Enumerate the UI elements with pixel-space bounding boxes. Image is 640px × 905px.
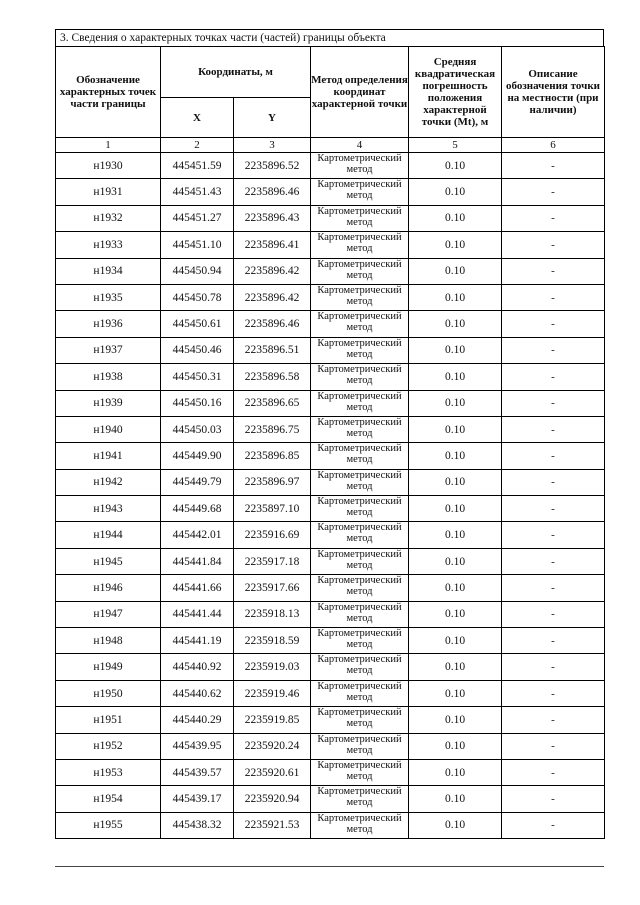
error-cell: 0.10: [409, 364, 502, 390]
method-cell: Картометрический метод: [311, 733, 409, 759]
x-coordinate-cell: 445450.31: [161, 364, 234, 390]
point-id-cell: н1955: [56, 812, 161, 838]
point-id-cell: н1951: [56, 707, 161, 733]
footer-divider: [55, 866, 604, 867]
y-coordinate-cell: 2235896.42: [234, 258, 311, 284]
error-cell: 0.10: [409, 311, 502, 337]
error-cell: 0.10: [409, 522, 502, 548]
column-number: 2: [161, 138, 234, 153]
x-coordinate-cell: 445440.29: [161, 707, 234, 733]
table-row: [56, 628, 605, 654]
method-cell: Картометрический метод: [311, 680, 409, 706]
y-coordinate-cell: 2235896.42: [234, 284, 311, 310]
point-id-cell: н1936: [56, 311, 161, 337]
header-coordinates: Координаты, м: [161, 47, 311, 98]
description-cell: -: [502, 232, 605, 258]
method-cell: Картометрический метод: [311, 311, 409, 337]
y-coordinate-cell: 2235896.41: [234, 232, 311, 258]
error-cell: 0.10: [409, 284, 502, 310]
point-id-cell: н1953: [56, 759, 161, 785]
description-cell: -: [502, 733, 605, 759]
point-id-cell: н1937: [56, 337, 161, 363]
header-designation: Обозначение характерных точек части границы: [56, 47, 161, 138]
table-row: [56, 179, 605, 205]
table-row: [56, 496, 605, 522]
table-body: [56, 153, 605, 839]
point-id-cell: н1945: [56, 548, 161, 574]
point-id-cell: н1948: [56, 628, 161, 654]
description-cell: -: [502, 205, 605, 231]
description-cell: -: [502, 258, 605, 284]
y-coordinate-cell: 2235917.66: [234, 575, 311, 601]
description-cell: -: [502, 390, 605, 416]
method-cell: Картометрический метод: [311, 786, 409, 812]
description-cell: -: [502, 443, 605, 469]
x-coordinate-cell: 445451.59: [161, 153, 234, 179]
x-coordinate-cell: 445451.10: [161, 232, 234, 258]
y-coordinate-cell: 2235896.85: [234, 443, 311, 469]
boundary-points-document: [55, 29, 604, 839]
point-id-cell: н1930: [56, 153, 161, 179]
description-cell: -: [502, 496, 605, 522]
x-coordinate-cell: 445441.19: [161, 628, 234, 654]
method-cell: Картометрический метод: [311, 575, 409, 601]
table-row: [56, 548, 605, 574]
point-id-cell: н1940: [56, 416, 161, 442]
description-cell: -: [502, 575, 605, 601]
x-coordinate-cell: 445449.68: [161, 496, 234, 522]
description-cell: -: [502, 548, 605, 574]
y-coordinate-cell: 2235896.43: [234, 205, 311, 231]
table-row: [56, 601, 605, 627]
method-cell: Картометрический метод: [311, 364, 409, 390]
description-cell: -: [502, 153, 605, 179]
table-row: [56, 733, 605, 759]
column-number-row: [56, 138, 605, 153]
column-number: 6: [502, 138, 605, 153]
table-row: [56, 680, 605, 706]
description-cell: -: [502, 469, 605, 495]
error-cell: 0.10: [409, 786, 502, 812]
point-id-cell: н1944: [56, 522, 161, 548]
error-cell: 0.10: [409, 575, 502, 601]
description-cell: -: [502, 759, 605, 785]
error-cell: 0.10: [409, 601, 502, 627]
point-id-cell: н1931: [56, 179, 161, 205]
x-coordinate-cell: 445449.79: [161, 469, 234, 495]
y-coordinate-cell: 2235919.03: [234, 654, 311, 680]
x-coordinate-cell: 445439.95: [161, 733, 234, 759]
table-row: [56, 575, 605, 601]
error-cell: 0.10: [409, 812, 502, 838]
error-cell: 0.10: [409, 628, 502, 654]
y-coordinate-cell: 2235919.46: [234, 680, 311, 706]
point-id-cell: н1935: [56, 284, 161, 310]
y-coordinate-cell: 2235896.75: [234, 416, 311, 442]
point-id-cell: н1950: [56, 680, 161, 706]
x-coordinate-cell: 445441.44: [161, 601, 234, 627]
y-coordinate-cell: 2235896.97: [234, 469, 311, 495]
y-coordinate-cell: 2235897.10: [234, 496, 311, 522]
description-cell: -: [502, 416, 605, 442]
y-coordinate-cell: 2235896.46: [234, 179, 311, 205]
point-id-cell: н1938: [56, 364, 161, 390]
method-cell: Картометрический метод: [311, 469, 409, 495]
table-row: [56, 284, 605, 310]
error-cell: 0.10: [409, 469, 502, 495]
description-cell: -: [502, 522, 605, 548]
x-coordinate-cell: 445450.61: [161, 311, 234, 337]
description-cell: -: [502, 601, 605, 627]
section-caption: 3. Сведения о характерных точках части (частей) границы объекта: [55, 29, 604, 46]
table-row: [56, 786, 605, 812]
method-cell: Картометрический метод: [311, 258, 409, 284]
error-cell: 0.10: [409, 153, 502, 179]
column-number: 5: [409, 138, 502, 153]
point-id-cell: н1934: [56, 258, 161, 284]
table-row: [56, 707, 605, 733]
column-number: 3: [234, 138, 311, 153]
header-description: Описание обозначения точки на местности (при наличии): [502, 47, 605, 138]
x-coordinate-cell: 445449.90: [161, 443, 234, 469]
method-cell: Картометрический метод: [311, 707, 409, 733]
point-id-cell: н1946: [56, 575, 161, 601]
error-cell: 0.10: [409, 205, 502, 231]
table-row: [56, 232, 605, 258]
y-coordinate-cell: 2235896.51: [234, 337, 311, 363]
y-coordinate-cell: 2235896.46: [234, 311, 311, 337]
method-cell: Картометрический метод: [311, 284, 409, 310]
error-cell: 0.10: [409, 443, 502, 469]
table-row: [56, 311, 605, 337]
description-cell: -: [502, 179, 605, 205]
method-cell: Картометрический метод: [311, 232, 409, 258]
x-coordinate-cell: 445439.57: [161, 759, 234, 785]
method-cell: Картометрический метод: [311, 337, 409, 363]
point-id-cell: н1942: [56, 469, 161, 495]
table-row: [56, 469, 605, 495]
x-coordinate-cell: 445441.66: [161, 575, 234, 601]
description-cell: -: [502, 337, 605, 363]
x-coordinate-cell: 445450.03: [161, 416, 234, 442]
description-cell: -: [502, 786, 605, 812]
y-coordinate-cell: 2235920.61: [234, 759, 311, 785]
method-cell: Картометрический метод: [311, 390, 409, 416]
y-coordinate-cell: 2235920.94: [234, 786, 311, 812]
description-cell: -: [502, 364, 605, 390]
error-cell: 0.10: [409, 337, 502, 363]
method-cell: Картометрический метод: [311, 628, 409, 654]
point-id-cell: н1932: [56, 205, 161, 231]
table-row: [56, 205, 605, 231]
point-id-cell: н1947: [56, 601, 161, 627]
method-cell: Картометрический метод: [311, 205, 409, 231]
x-coordinate-cell: 445441.84: [161, 548, 234, 574]
table-row: [56, 337, 605, 363]
header-method: Метод определения координат характерной точки: [311, 47, 409, 138]
point-id-cell: н1954: [56, 786, 161, 812]
table-row: [56, 258, 605, 284]
x-coordinate-cell: 445440.92: [161, 654, 234, 680]
table-row: [56, 416, 605, 442]
error-cell: 0.10: [409, 258, 502, 284]
x-coordinate-cell: 445442.01: [161, 522, 234, 548]
description-cell: -: [502, 628, 605, 654]
boundary-points-table: [55, 46, 605, 839]
point-id-cell: н1941: [56, 443, 161, 469]
x-coordinate-cell: 445450.16: [161, 390, 234, 416]
point-id-cell: н1933: [56, 232, 161, 258]
y-coordinate-cell: 2235896.52: [234, 153, 311, 179]
y-coordinate-cell: 2235920.24: [234, 733, 311, 759]
description-cell: -: [502, 707, 605, 733]
y-coordinate-cell: 2235896.65: [234, 390, 311, 416]
table-row: [56, 390, 605, 416]
x-coordinate-cell: 445451.43: [161, 179, 234, 205]
method-cell: Картометрический метод: [311, 443, 409, 469]
x-coordinate-cell: 445438.32: [161, 812, 234, 838]
x-coordinate-cell: 445451.27: [161, 205, 234, 231]
table-row: [56, 443, 605, 469]
header-row-1: [56, 47, 605, 98]
header-x: X: [161, 98, 234, 138]
description-cell: -: [502, 654, 605, 680]
error-cell: 0.10: [409, 759, 502, 785]
point-id-cell: н1939: [56, 390, 161, 416]
method-cell: Картометрический метод: [311, 812, 409, 838]
method-cell: Картометрический метод: [311, 496, 409, 522]
method-cell: Картометрический метод: [311, 548, 409, 574]
y-coordinate-cell: 2235918.59: [234, 628, 311, 654]
method-cell: Картометрический метод: [311, 416, 409, 442]
table-row: [56, 654, 605, 680]
column-number: 1: [56, 138, 161, 153]
y-coordinate-cell: 2235918.13: [234, 601, 311, 627]
x-coordinate-cell: 445439.17: [161, 786, 234, 812]
header-error: Средняя квадратическая погрешность положения характерной точки (Mt), м: [409, 47, 502, 138]
method-cell: Картометрический метод: [311, 153, 409, 179]
description-cell: -: [502, 812, 605, 838]
error-cell: 0.10: [409, 496, 502, 522]
error-cell: 0.10: [409, 390, 502, 416]
description-cell: -: [502, 311, 605, 337]
error-cell: 0.10: [409, 179, 502, 205]
column-number: 4: [311, 138, 409, 153]
method-cell: Картометрический метод: [311, 522, 409, 548]
y-coordinate-cell: 2235916.69: [234, 522, 311, 548]
table-row: [56, 759, 605, 785]
error-cell: 0.10: [409, 654, 502, 680]
header-y: Y: [234, 98, 311, 138]
method-cell: Картометрический метод: [311, 654, 409, 680]
table-row: [56, 812, 605, 838]
error-cell: 0.10: [409, 548, 502, 574]
y-coordinate-cell: 2235917.18: [234, 548, 311, 574]
error-cell: 0.10: [409, 680, 502, 706]
x-coordinate-cell: 445450.46: [161, 337, 234, 363]
point-id-cell: н1952: [56, 733, 161, 759]
point-id-cell: н1943: [56, 496, 161, 522]
x-coordinate-cell: 445450.78: [161, 284, 234, 310]
table-row: [56, 522, 605, 548]
y-coordinate-cell: 2235896.58: [234, 364, 311, 390]
description-cell: -: [502, 680, 605, 706]
y-coordinate-cell: 2235921.53: [234, 812, 311, 838]
y-coordinate-cell: 2235919.85: [234, 707, 311, 733]
error-cell: 0.10: [409, 232, 502, 258]
error-cell: 0.10: [409, 733, 502, 759]
error-cell: 0.10: [409, 707, 502, 733]
table-row: [56, 153, 605, 179]
method-cell: Картометрический метод: [311, 179, 409, 205]
method-cell: Картометрический метод: [311, 759, 409, 785]
table-row: [56, 364, 605, 390]
x-coordinate-cell: 445450.94: [161, 258, 234, 284]
point-id-cell: н1949: [56, 654, 161, 680]
x-coordinate-cell: 445440.62: [161, 680, 234, 706]
description-cell: -: [502, 284, 605, 310]
method-cell: Картометрический метод: [311, 601, 409, 627]
error-cell: 0.10: [409, 416, 502, 442]
